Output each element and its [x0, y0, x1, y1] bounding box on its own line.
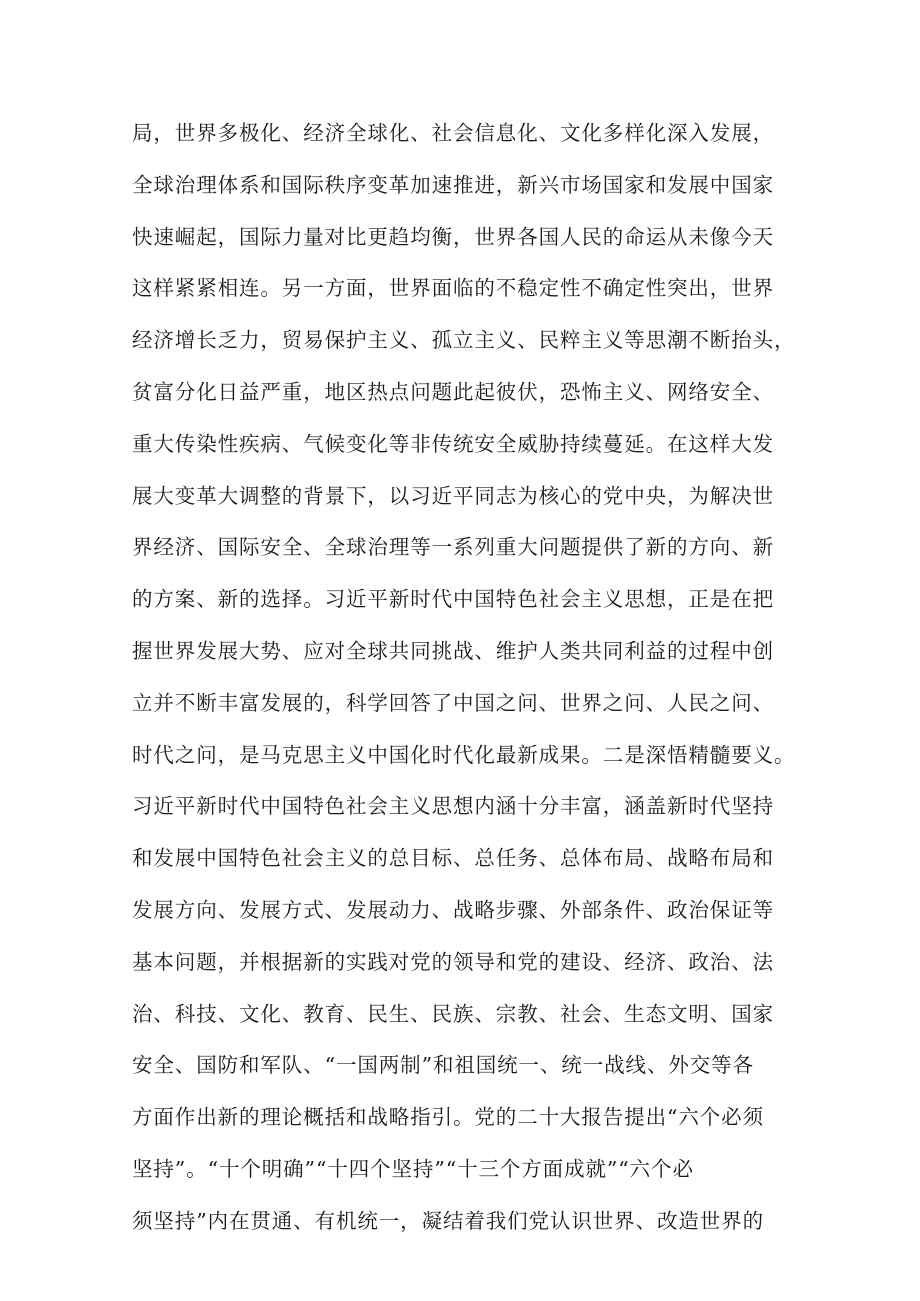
text-line-15: 和发展中国特色社会主义的总目标、总任务、总体布局、战略布局和 — [132, 846, 774, 871]
text-line-12: 立并不断丰富发展的，科学回答了中国之问、世界之问、人民之问、 — [132, 690, 774, 715]
text-line-5: 经济增长乏力，贸易保护主义、孤立主义、民粹主义等思潮不断抬头， — [132, 328, 796, 353]
text-line-19: 安全、国防和军队、“一国两制”和祖国统一、统一战线、外交等各 — [132, 1053, 754, 1078]
text-line-2: 全球治理体系和国际秩序变革加速推进，新兴市场国家和发展中国家 — [132, 172, 774, 197]
text-line-22: 须坚持”内在贯通、有机统一，凝结着我们党认识世界、改造世界的 — [132, 1208, 764, 1233]
text-line-7: 重大传染性疾病、气候变化等非传统安全威胁持续蔓延。在这样大发 — [132, 431, 774, 456]
text-line-16: 发展方向、发展方式、发展动力、战略步骤、外部条件、政治保证等 — [132, 897, 774, 922]
text-line-11: 握世界发展大势、应对全球共同挑战、维护人类共同利益的过程中创 — [132, 638, 774, 663]
text-line-21: 坚持”。“十个明确”“十四个坚持”“十三个方面成就”“六个必 — [132, 1156, 694, 1181]
text-line-13: 时代之问，是马克思主义中国化时代化最新成果。二是深悟精髓要义。 — [132, 742, 796, 767]
text-line-20: 方面作出新的理论概括和战略指引。党的二十大报告提出“六个必须 — [132, 1105, 764, 1130]
text-line-14: 习近平新时代中国特色社会主义思想内涵十分丰富，涵盖新时代坚持 — [132, 794, 774, 819]
text-line-6: 贫富分化日益严重，地区热点问题此起彼伏，恐怖主义、网络安全、 — [132, 379, 774, 404]
text-line-17: 基本问题，并根据新的实践对党的领导和党的建设、经济、政治、法 — [132, 949, 774, 974]
text-line-8: 展大变革大调整的背景下，以习近平同志为核心的党中央，为解决世 — [132, 483, 774, 508]
text-line-4: 这样紧紧相连。另一方面，世界面临的不稳定性不确定性突出，世界 — [132, 276, 774, 301]
text-line-1: 局，世界多极化、经济全球化、社会信息化、文化多样化深入发展， — [132, 121, 774, 145]
body-text — [132, 108, 802, 1248]
text-line-3: 快速崛起，国际力量对比更趋均衡，世界各国人民的命运从未像今天 — [132, 224, 774, 249]
text-line-10: 的方案、新的选择。习近平新时代中国特色社会主义思想，正是在把 — [132, 587, 774, 612]
text-line-9: 界经济、国际安全、全球治理等一系列重大问题提供了新的方向、新 — [132, 535, 774, 560]
text-line-18: 治、科技、文化、教育、民生、民族、宗教、社会、生态文明、国家 — [132, 1001, 774, 1026]
